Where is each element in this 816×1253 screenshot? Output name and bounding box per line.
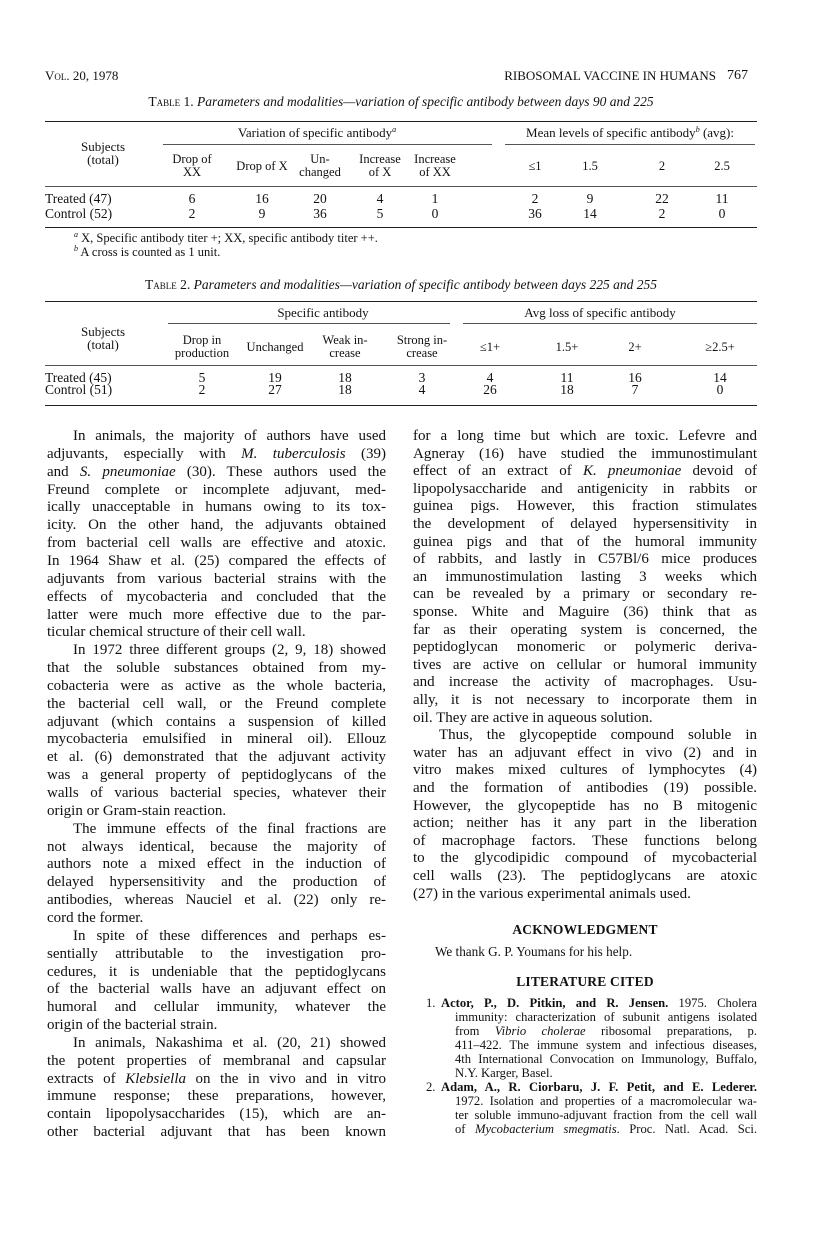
text-run: and the formation of antibodies (19) possible. — [413, 780, 757, 796]
text-line — [47, 1123, 386, 1141]
table-1-label: Table 1. — [148, 94, 194, 109]
text-line — [47, 498, 386, 516]
text-run: of the bacterial walls have an adjuvant effect on — [47, 981, 386, 998]
italic-text: M. tuberculosis — [241, 445, 346, 462]
table-cell: 22 — [655, 191, 669, 206]
text-run: Agneray (16) have studied the immunostimulant — [413, 445, 757, 462]
text-run: In animals, the majority of authors have used — [73, 428, 386, 444]
text-run: action; neither has it any part in the liberation — [413, 815, 757, 832]
reference-line — [455, 1122, 757, 1136]
reference-line — [455, 1066, 757, 1080]
table-cell: 11 — [560, 370, 574, 385]
table-cell: 18 — [560, 382, 574, 397]
running-head-volume: Vol. 20, 1978 — [45, 68, 119, 83]
text-run: adjuvants, especially with — [47, 445, 242, 462]
text-run: vitro makes mixed cultures of lymphocytes (4) — [413, 762, 757, 779]
column-header-line: crease — [406, 346, 438, 360]
text-line — [47, 463, 386, 481]
table-cell: 7 — [631, 382, 639, 397]
acknowledgment-heading: ACKNOWLEDGMENT — [512, 922, 658, 937]
text-run: antibodies, whereas Nauciel et al. (22) only re- — [47, 892, 386, 909]
text-run: of macrophage factors. These functions belong — [413, 832, 757, 849]
text-line — [47, 748, 386, 766]
column-header-line: ≥2.5+ — [705, 340, 735, 354]
text-line — [47, 730, 386, 748]
text-run: of rabbits, and lastly in C57Bl/6 mice produces — [413, 551, 757, 568]
table-cell: 5 — [376, 206, 384, 221]
text-run: that the soluble substances obtained from my- — [47, 660, 386, 677]
column-header-line: Drop of — [172, 152, 212, 166]
text-line — [47, 963, 386, 981]
text-line — [47, 516, 386, 534]
table-cell: 9 — [586, 191, 594, 206]
table-2-label: Table 2. — [144, 277, 191, 292]
text-run: (27) in the various experimental animals used. — [413, 885, 691, 902]
text-line — [73, 927, 386, 945]
text-run: N.Y. Karger, Basel. — [455, 1066, 553, 1080]
text-run: 1975. Cholera — [668, 996, 757, 1010]
text-run: ticular chemical structure of their cell wall. — [47, 624, 306, 641]
text-run: 1972. Isolation and properties of a macromolecular wa- — [455, 1094, 757, 1108]
text-line — [47, 891, 386, 909]
text-run: peptidoglycan monomeric or polymeric deriva- — [413, 639, 757, 656]
column-header — [172, 153, 211, 179]
table-cell: 4 — [376, 191, 384, 206]
text-run: In animals, Nakashima et al. (20, 21) showed — [73, 1034, 386, 1051]
table-cell: 26 — [483, 382, 497, 397]
text-run: cord the former. — [47, 909, 144, 926]
stub-header-line: Subjects — [80, 324, 126, 339]
text-run: cell walls (23). The peptidoglycans are atoxic — [413, 868, 757, 884]
text-run: adjuvant (which contains a suspension of killed — [47, 713, 386, 730]
stub-header-line: (total) — [87, 337, 119, 352]
text-run: devoid of — [681, 463, 757, 480]
column-header — [322, 334, 367, 360]
text-line — [413, 497, 757, 515]
text-run: ically unacceptable in humans owing to its tox- — [47, 499, 386, 516]
column-header — [247, 341, 304, 354]
text-line — [413, 568, 757, 586]
text-run: guinea pigs. However, this fraction stimulates — [413, 498, 757, 515]
text-run: Freund complete or incomplete adjuvant, med- — [47, 481, 386, 498]
text-run: other bacterial adjuvant that has been known — [47, 1124, 386, 1141]
reference-line — [455, 1038, 757, 1052]
text-run: ally, it is not necessary to incorporate them in — [413, 692, 757, 708]
text-line — [47, 1016, 386, 1034]
column-header — [236, 160, 287, 173]
text-run: Thus, the glycopeptide compound soluble in — [439, 727, 757, 744]
text-run: not always identical, because the majority of — [47, 838, 386, 855]
text-run: (30). These authors used the — [175, 463, 386, 480]
text-line — [413, 550, 757, 568]
text-run: water has an adjuvant effect in vivo (2) and in — [413, 744, 757, 761]
table-cell: 1 — [431, 191, 439, 206]
column-header — [705, 341, 735, 354]
column-header — [414, 153, 456, 179]
column-header-line: ≤1+ — [479, 340, 501, 354]
column-header-line: Drop in — [182, 333, 222, 347]
text-run: 4th International Convocation on Immunology, Buffalo, — [455, 1052, 757, 1066]
text-line — [413, 585, 757, 603]
table-cell: 16 — [628, 370, 642, 385]
reference-line — [455, 1094, 757, 1108]
text-line — [413, 603, 757, 621]
text-line — [413, 621, 757, 639]
table-cell: 36 — [313, 206, 327, 221]
text-line — [47, 1105, 386, 1123]
table-2-header-rule — [45, 365, 757, 366]
reference-line — [455, 1024, 757, 1038]
table-2-group-specific-antibody: Specific antibody — [277, 305, 369, 320]
text-run: from bacterial cell walls are effective and atoxic. — [47, 535, 386, 552]
text-line — [413, 427, 757, 445]
table-1-top-rule — [45, 121, 757, 122]
table-cell: 0 — [718, 206, 726, 221]
text-line — [47, 677, 386, 695]
text-line — [47, 909, 386, 927]
text-line — [413, 814, 757, 832]
row-label: Treated (45) — [45, 370, 112, 385]
column-header — [175, 334, 229, 360]
text-line — [47, 945, 386, 963]
text-line — [47, 445, 386, 463]
text-run: et al. (6) demonstrated that the adjuvant activity — [47, 749, 386, 766]
text-run: far as their operating system is concerned, the — [413, 621, 757, 638]
text-run: the development of delayed hypersensitivity in — [413, 516, 757, 532]
reference-number: 2. — [426, 1080, 436, 1094]
text-run: However, the glycopeptide has no B mitogenic — [413, 797, 757, 814]
text-line — [73, 427, 386, 445]
reference-line — [441, 996, 757, 1010]
page-number: 767 — [727, 68, 748, 83]
text-run: an immunostimulation lasting 3 weeks which — [413, 568, 757, 585]
text-run: guinea pigs and that of the humoral immunity — [413, 533, 757, 550]
text-line — [413, 480, 757, 498]
table-cell: 11 — [715, 191, 729, 206]
text-run: origin or Gram-stain reaction. — [47, 802, 227, 819]
stub-header-line: Subjects — [80, 139, 126, 154]
text-run: from — [455, 1024, 495, 1038]
literature-cited-heading: LITERATURE CITED — [516, 974, 654, 989]
text-run: on the in vivo and in vitro — [186, 1070, 386, 1087]
text-line — [47, 998, 386, 1016]
table-2-caption — [45, 277, 757, 293]
text-line — [413, 744, 757, 762]
table-cell: 27 — [268, 382, 282, 397]
text-line — [73, 1034, 386, 1052]
table-1-stub-header — [81, 140, 125, 166]
text-line — [47, 713, 386, 731]
table-1-bottom-rule — [45, 227, 757, 228]
table-2-group-avg-loss: Avg loss of specific antibody — [524, 305, 676, 320]
reference-line — [455, 1052, 757, 1066]
column-header-line: Drop of X — [236, 159, 288, 173]
column-header-line: 2 — [658, 159, 666, 173]
text-line — [47, 623, 386, 641]
text-run: the potent properties of membranal and capsular — [47, 1052, 386, 1069]
table-cell: 9 — [258, 206, 266, 221]
text-line — [413, 445, 757, 463]
text-run: authors note a mixed effect in the induction of — [47, 856, 386, 873]
text-run: effect of an extract of — [413, 463, 583, 480]
column-header-line: Un- — [310, 152, 330, 166]
text-run: . Proc. Natl. Acad. Sci. — [616, 1122, 758, 1136]
text-run: for a long time but which are toxic. Lefevre and — [413, 428, 757, 444]
table-cell: 2 — [658, 206, 666, 221]
text-line — [413, 673, 757, 691]
column-header-line: changed — [299, 165, 341, 179]
column-header — [628, 341, 641, 354]
text-run: and increase the activity of macrophages. Usu- — [413, 674, 757, 691]
text-line — [413, 691, 757, 709]
table-cell: 5 — [198, 370, 206, 385]
text-run: mycobacteria emulsified in mineral oil). Ellouz — [47, 731, 386, 748]
text-run: sentially attributable to the investigation pro- — [47, 945, 386, 962]
text-run: and — [47, 463, 80, 480]
column-header-line: 1.5+ — [555, 340, 579, 354]
text-run: was a general property of peptidoglycans of the — [47, 767, 386, 784]
table-cell: 36 — [528, 206, 542, 221]
column-header — [556, 341, 579, 354]
text-line — [47, 552, 386, 570]
text-run: of — [455, 1122, 475, 1136]
text-run: sponse. White and Maguire (36) think that as — [413, 604, 757, 620]
column-header — [299, 153, 341, 179]
table-2-bottom-rule — [45, 405, 757, 406]
text-line — [47, 1052, 386, 1070]
text-run: In 1972 three different groups (2, 9, 18) showed — [73, 642, 386, 659]
text-run: to the glycodipidic compound of mycobacterial — [413, 850, 757, 867]
text-line — [47, 659, 386, 677]
text-run: cedures, it is undeniable that the peptidoglycans — [47, 963, 386, 980]
table-1-group-variation: Variation of specific antibody$^a$ — [237, 125, 397, 140]
text-line — [47, 570, 386, 588]
table-cell: 16 — [255, 191, 269, 206]
text-line — [47, 1087, 386, 1105]
table-cell: 14 — [713, 370, 727, 385]
table-cell: 2 — [198, 382, 206, 397]
text-run: icity. On the other hand, the adjuvants obtained — [47, 517, 386, 534]
text-line — [47, 838, 386, 856]
italic-text: Klebsiella — [125, 1070, 187, 1087]
text-line — [73, 641, 386, 659]
text-run: origin of the bacterial strain. — [47, 1017, 218, 1034]
text-line — [47, 873, 386, 891]
italic-text: Mycobacterium smegmatis — [474, 1122, 617, 1136]
stub-header-line: (total) — [87, 152, 119, 167]
text-run: extracts of — [47, 1070, 126, 1087]
column-header — [582, 160, 598, 173]
text-run: adjuvants from various bacterial strains with the — [47, 570, 386, 587]
italic-text: S. pneumoniae — [79, 463, 176, 480]
reference-line — [455, 1108, 757, 1122]
text-run: delayed hypersensitivity and the production of — [47, 874, 386, 891]
running-head-title: RIBOSOMAL VACCINE IN HUMANS — [504, 68, 716, 83]
text-line — [47, 1070, 386, 1088]
table-cell: 0 — [431, 206, 439, 221]
column-header-line: 2+ — [628, 340, 642, 354]
text-line — [47, 802, 386, 820]
italic-text: Vibrio cholerae — [494, 1024, 586, 1038]
text-run: In 1964 Shaw et al. (25) compared the effects of — [47, 552, 386, 569]
column-header-line: Unchanged — [246, 340, 304, 354]
table-1-group-rule — [163, 144, 492, 145]
text-run: tives are active on cellular or humoral immunity — [413, 656, 757, 673]
text-line — [413, 761, 757, 779]
text-run: In spite of these differences and perhaps es- — [73, 927, 386, 944]
italic-text: K. pneumoniae — [582, 463, 682, 480]
table-2-group-rule — [168, 323, 450, 324]
text-run: cobacteria were as active as the whole bacteria, — [47, 677, 386, 694]
bold-text: Actor, P., D. Pitkin, and R. Jensen. — [441, 996, 669, 1010]
text-line — [47, 784, 386, 802]
column-header-line: Strong in- — [396, 333, 448, 347]
text-line — [413, 849, 757, 867]
text-run: ribosomal preparations, p. — [585, 1024, 758, 1038]
bold-text: Adam, A., R. Ciorbaru, J. F. Petit, and E. Lederer. — [441, 1080, 757, 1094]
table-cell: 2 — [531, 191, 539, 206]
column-header-line: 2.5 — [714, 159, 730, 173]
text-line — [47, 481, 386, 499]
table-cell: 18 — [338, 382, 352, 397]
text-run: The immune effects of the final fractions are — [73, 820, 386, 837]
table-1-footnote-a: $^a$ X, Specific antibody titer +; XX, specific antibody titer ++. — [74, 230, 378, 245]
table-1-footnote-b: $^b$ A cross is counted as 1 unit. — [74, 244, 221, 259]
text-line — [413, 515, 757, 533]
text-line — [413, 462, 757, 480]
column-header — [397, 334, 447, 360]
text-run: ter soluble immuno-adjuvant fraction from the cell wall — [455, 1108, 757, 1122]
text-run: can be revealed by a primary or secondary re- — [413, 586, 757, 603]
column-header-line: of XX — [419, 165, 451, 179]
text-line — [413, 832, 757, 850]
column-header — [659, 160, 665, 173]
row-label: Control (52) — [45, 206, 113, 221]
text-run: immunity: characterization of subunit antigens isolated — [455, 1010, 757, 1024]
table-cell: 4 — [418, 382, 426, 397]
text-run: (39) — [345, 445, 386, 462]
table-2-stub-header — [81, 325, 125, 351]
text-line — [413, 638, 757, 656]
text-line — [413, 885, 757, 903]
column-header-line: crease — [329, 346, 361, 360]
text-run: humoral and cellular immunity, whatever the — [47, 999, 386, 1016]
table-1-header-rule — [45, 186, 757, 187]
text-line — [73, 820, 386, 838]
text-line — [47, 855, 386, 873]
text-run: oil. They are active in aqueous solution. — [413, 709, 653, 726]
table-cell: 6 — [188, 191, 196, 206]
text-line — [413, 533, 757, 551]
column-header-line: 1.5 — [582, 159, 598, 173]
text-line — [413, 867, 757, 885]
column-header-line: of X — [368, 165, 392, 179]
table-cell: 14 — [583, 206, 597, 221]
text-run: walls of various bacterial species, whatever their — [47, 785, 386, 801]
row-label: Treated (47) — [45, 191, 112, 206]
text-line — [47, 588, 386, 606]
column-header — [528, 160, 541, 173]
text-line — [47, 766, 386, 784]
text-line — [413, 656, 757, 674]
table-1-group-rule — [505, 144, 755, 145]
column-header — [714, 160, 730, 173]
text-run: contain lipopolysaccharides (15), which are an- — [47, 1106, 386, 1123]
text-line — [47, 695, 386, 713]
text-line — [47, 606, 386, 624]
column-header — [480, 341, 500, 354]
text-line — [413, 709, 757, 727]
text-run: the bacterial cell wall, or the Freund complete — [47, 695, 386, 712]
reference-line — [441, 1080, 757, 1094]
table-2-top-rule — [45, 301, 757, 302]
text-line — [47, 980, 386, 998]
column-header-line: Increase — [359, 152, 401, 166]
table-1-title: Parameters and modalities—variation of specific antibody between days 90 and 225 — [196, 94, 654, 109]
text-line — [47, 534, 386, 552]
text-run: immune response; these preparations, however, — [47, 1088, 386, 1105]
table-cell: 3 — [418, 370, 426, 385]
text-run: 411–422. The immune system and infectious diseases, — [455, 1038, 757, 1052]
column-header — [359, 153, 401, 179]
column-header-line: Weak in- — [322, 333, 368, 347]
table-1-caption — [45, 94, 757, 110]
table-cell: 4 — [486, 370, 494, 385]
table-cell: 18 — [338, 370, 352, 385]
row-label: Control (51) — [45, 382, 113, 397]
table-cell: 2 — [188, 206, 196, 221]
reference-number: 1. — [426, 996, 436, 1010]
column-header-line: production — [174, 346, 230, 360]
table-2-title: Parameters and modalities—variation of specific antibody between days 225 and 255 — [193, 277, 658, 292]
table-1-group-mean-levels: Mean levels of specific antibody$^b$ (avg): — [526, 125, 734, 140]
text-run: effects of mycobacteria and concluded that the — [47, 588, 386, 605]
table-cell: 0 — [716, 382, 724, 397]
reference-line — [455, 1010, 757, 1024]
column-header-line: XX — [182, 165, 202, 179]
text-run: latter were much more effective due to the par- — [47, 606, 386, 623]
text-line — [413, 779, 757, 797]
column-header-line: ≤1 — [528, 159, 542, 173]
column-header-line: Increase — [414, 152, 456, 166]
text-run: lipopolysaccharide and antigenicity in rabbits or — [413, 480, 757, 497]
text-line — [439, 726, 757, 744]
table-cell: 19 — [268, 370, 282, 385]
text-line — [413, 797, 757, 815]
table-2-group-rule — [463, 323, 757, 324]
table-cell: 20 — [313, 191, 327, 206]
acknowledgment-text: We thank G. P. Youmans for his help. — [435, 944, 633, 959]
